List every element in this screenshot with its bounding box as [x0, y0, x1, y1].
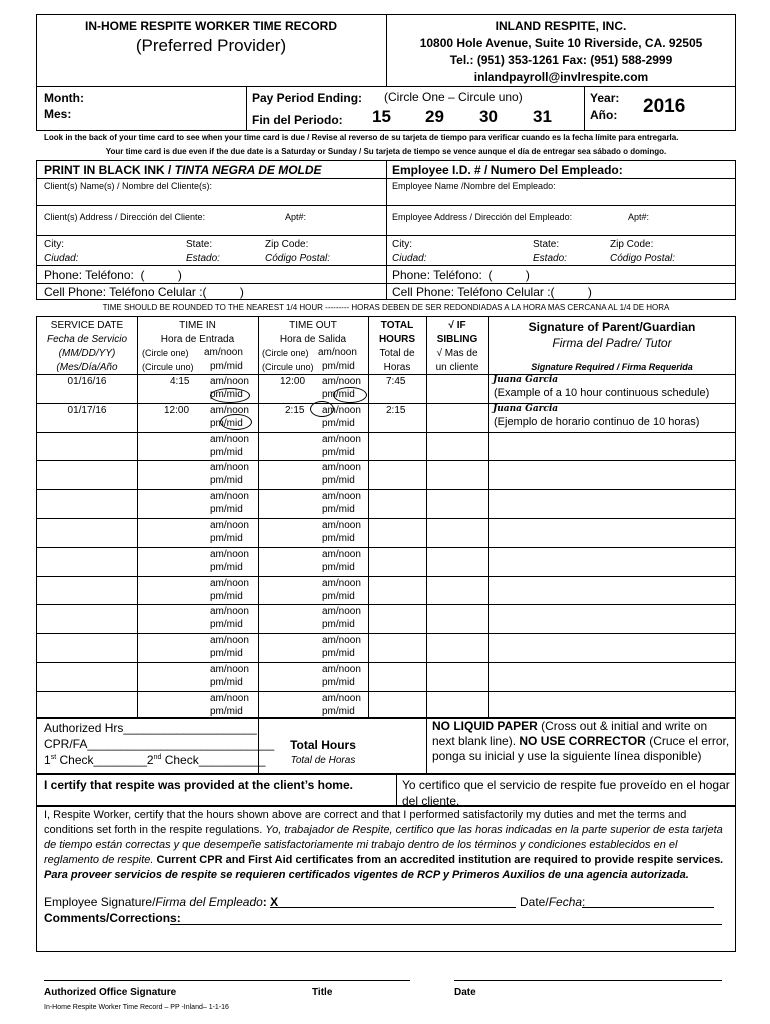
row-out-am[interactable]: am/noon: [322, 548, 361, 560]
day-30[interactable]: 30: [479, 107, 498, 126]
row-out-am[interactable]: am/noon: [322, 491, 361, 503]
col-time-in-circle: (Circle one): [142, 348, 189, 358]
employee-state-label-es: Estado:: [533, 253, 567, 264]
row-out-pm[interactable]: pm/mid: [322, 648, 355, 660]
row-out-pm[interactable]: pm/mid: [322, 619, 355, 631]
employee-city-label-es: Ciudad:: [392, 253, 427, 264]
day-31[interactable]: 31: [533, 107, 552, 126]
no-liquid-paper-note: NO LIQUID PAPER (Cross out & initial and write on next blank line). NO USE CORRECTOR (Cruce el error, ponga su inicial y use la siguiente línea disponible): [432, 719, 730, 763]
row-in-pm[interactable]: pm/mid: [210, 619, 243, 631]
row-in-am[interactable]: am/noon: [210, 548, 249, 560]
org-phone: Tel.: (951) 353-1261 Fax: (951) 588-2999: [449, 53, 673, 67]
row-out-pm[interactable]: pm/mid: [322, 590, 355, 602]
row-in-am[interactable]: am/noon: [210, 577, 249, 589]
org-address: 10800 Hole Avenue, Suite 10 Riverside, CA. 92505: [419, 36, 703, 50]
employee-address-label: Employee Address / Dirección del Empleado:: [392, 212, 573, 222]
col-time-in-circule: (Circule uno): [142, 362, 194, 372]
table-row-divider: [36, 662, 736, 663]
due-note-2: Your time card is due even if the due date is a Saturday or Sunday / Su tarjeta de tiempo se vence aunque el día de entregar sea sábado o domingo.: [105, 147, 667, 156]
row-out-am[interactable]: am/noon: [322, 520, 361, 531]
col-signature: Signature of Parent/Guardian Firma del Padre/ Tutor: [528, 320, 696, 350]
row-signature[interactable]: Juana Garcia: [493, 375, 559, 385]
row-out-pm[interactable]: pm/mid: [322, 446, 355, 458]
row-time-out[interactable]: 2:15: [285, 404, 305, 416]
row-out-pm[interactable]: pm/mid: [322, 677, 355, 688]
client-state-label-es: Estado:: [186, 253, 220, 264]
employee-id-label: Employee I.D. # / Numero Del Empleado:: [392, 163, 623, 177]
col-time-in-pm: pm/mid: [210, 361, 243, 372]
row-date[interactable]: 01/17/16: [67, 404, 107, 416]
table-row-divider: [36, 547, 736, 548]
col-time-out-circule: (Circule uno): [262, 362, 314, 372]
col-time-in-am: am/noon: [204, 347, 243, 358]
org-email: inlandpayroll@invlrespite.com: [473, 70, 649, 84]
authorized-office-signature[interactable]: Authorized Office Signature: [44, 987, 177, 998]
row-signature[interactable]: Juana Garcia: [493, 403, 559, 414]
circle-row2-out-am: [310, 401, 334, 417]
row-out-pm[interactable]: pm/mid: [322, 417, 355, 429]
employee-city-label: City:: [392, 239, 412, 250]
row-in-pm[interactable]: pm/mid: [210, 648, 243, 660]
month-label: Month:: [44, 91, 84, 105]
employee-name-label: Employee Name /Nombre del Empleado:: [392, 181, 556, 191]
table-row-divider: [36, 489, 736, 490]
row-in-pm[interactable]: pm/mid: [210, 417, 243, 429]
row-out-am[interactable]: am/noon: [322, 692, 361, 704]
row-in-pm[interactable]: pm/mid: [210, 590, 243, 602]
row-date[interactable]: 01/16/16: [67, 376, 107, 387]
pay-period-label: Pay Period Ending:: [252, 91, 363, 105]
row-note: (Example of a 10 hour continuous schedule): [494, 387, 710, 399]
employee-apt-label: Apt#:: [628, 212, 650, 222]
year-value[interactable]: 2016: [643, 96, 686, 117]
table-row-divider: [36, 691, 736, 692]
row-in-am[interactable]: am/noon: [210, 520, 249, 531]
employee-signature-line[interactable]: Employee Signature/Firma del Empleado: X: [44, 895, 279, 909]
row-out-am[interactable]: am/noon: [322, 606, 361, 618]
row-out-am[interactable]: am/noon: [322, 664, 361, 675]
row-out-pm[interactable]: pm/mid: [322, 533, 355, 544]
col-service-date: SERVICE DATE Fecha de Servicio (MM/DD/YY) (Mes/Día/Año: [46, 320, 128, 373]
footer-title[interactable]: Title: [312, 987, 333, 998]
signature-required: Signature Required / Firma Requerida: [531, 362, 693, 372]
client-city-label-es: Ciudad:: [44, 253, 79, 264]
row-in-am[interactable]: am/noon: [210, 404, 249, 416]
row-in-am[interactable]: am/noon: [210, 433, 249, 445]
employee-zip-label: Zip Code:: [610, 239, 654, 250]
month-label-es: Mes:: [44, 107, 72, 121]
declaration-text: I, Respite Worker, certify that the hours shown above are correct and that I performed satisfactorily my duties and met the terms and conditions set forth in the respite regulations. Yo, trabajador de Respite, certifico que las horas indicadas en la parte superior de esta tarjeta de tiempo están correctas y que desempeñe satisfactoriamente mi trabajo dentro de los términos y condiciones establecidos en el reglamento de respite. Current CPR and First Aid certificates from an accredited institution are required to provide respite services. Para proveer servicios de respite se requieren certificados vigentes de RCP y Primeros Auxilios de una agencia autorizada.: [44, 809, 724, 881]
col-sibling: √ IF SIBLING √ Mas de un cliente: [435, 320, 479, 373]
col-time-out-am: am/noon: [318, 347, 357, 358]
table-row-divider: [36, 460, 736, 461]
col-time-out: TIME OUT Hora de Salida: [279, 320, 347, 345]
client-zip-label-es: Código Postal:: [265, 253, 331, 264]
row-out-am[interactable]: am/noon: [322, 635, 361, 647]
row-total[interactable]: 7:45: [386, 376, 406, 387]
row-in-am[interactable]: am/noon: [210, 462, 249, 474]
client-state-label: State:: [186, 239, 213, 250]
table-row-divider: [36, 576, 736, 577]
certify-es: Yo certifico que el servicio de respite fue proveído en el hogar del cliente.: [402, 778, 730, 808]
row-note: (Ejemplo de horario continuo de 10 horas): [494, 415, 700, 428]
row-out-am[interactable]: am/noon: [322, 376, 361, 387]
year-label-es: Año:: [590, 108, 618, 122]
client-cell-label: Cell Phone: Teléfono Celular :( ): [44, 285, 244, 299]
client-city-label: City:: [44, 239, 64, 250]
rounding-note: TIME SHOULD BE ROUNDED TO THE NEAREST 1/4 HOUR --------- HORAS DEBEN DE SER REDONDIADAS A LA HORA MAS CERCANA AL 1/4 DE HORA: [102, 303, 670, 312]
row-time-out[interactable]: 12:00: [280, 376, 306, 387]
employee-phone-label: Phone: Teléfono: ( ): [392, 268, 530, 282]
row-in-am[interactable]: am/noon: [210, 692, 249, 704]
row-in-pm[interactable]: pm/mid: [210, 446, 243, 458]
col-time-in: TIME IN Hora de Entrada: [160, 320, 235, 345]
row-in-pm[interactable]: pm/mid: [210, 504, 243, 516]
row-total[interactable]: 2:15: [386, 404, 406, 416]
print-black-ink: PRINT IN BLACK INK / TINTA NEGRA DE MOLDE: [44, 163, 322, 177]
due-note-1: Look in the back of your time card to see when your time card is due / Revise al reverso de su tarjeta de tiempo para verificar cuando es la fecha límite para entregarla.: [44, 133, 679, 142]
total-hours-label: Total Hours: [290, 738, 356, 752]
fin-periodo-label: Fin del Periodo:: [252, 113, 343, 127]
row-in-pm[interactable]: pm/mid: [210, 475, 243, 487]
date-label[interactable]: Date/Fecha:: [520, 895, 586, 909]
row-in-am[interactable]: am/noon: [210, 664, 249, 675]
row-out-pm[interactable]: pm/mid: [322, 475, 355, 487]
circle-one-label: (Circle One – Circule uno): [384, 90, 523, 104]
row-out-pm[interactable]: pm/mid: [322, 561, 355, 573]
employee-state-label: State:: [533, 239, 560, 250]
row-out-pm[interactable]: pm/mid: [322, 504, 355, 516]
doc-id: In-Home Respite Worker Time Record – PP -Inland– 1-1-16: [44, 1004, 229, 1011]
day-15[interactable]: 15: [372, 107, 391, 126]
circle-row1-in-pm: [210, 388, 250, 403]
client-address-label: Client(s) Address / Dirección del Cliente:: [44, 212, 206, 222]
client-apt-label: Apt#:: [285, 212, 307, 222]
row-out-am[interactable]: am/noon: [322, 404, 361, 416]
row-in-am[interactable]: am/noon: [210, 606, 249, 618]
org-name: INLAND RESPITE, INC.: [495, 19, 627, 33]
circle-row2-in-mid: [220, 414, 252, 430]
day-29[interactable]: 29: [425, 107, 444, 126]
row-time-in[interactable]: 4:15: [170, 376, 190, 387]
authorized-hrs[interactable]: Authorized Hrs____________________: [44, 721, 257, 735]
col-time-out-pm: pm/mid: [322, 361, 355, 372]
table-row-divider: [36, 518, 736, 519]
circle-row1-out-mid: [333, 387, 367, 403]
client-zip-label: Zip Code:: [265, 239, 309, 250]
row-out-am[interactable]: am/noon: [322, 462, 361, 474]
client-phone-label: Phone: Teléfono: ( ): [44, 268, 182, 282]
row-out-pm[interactable]: pm/mid: [322, 389, 355, 400]
row-in-pm[interactable]: pm/mid: [210, 533, 243, 544]
form-title: IN-HOME RESPITE WORKER TIME RECORD: [84, 19, 337, 33]
comments-label[interactable]: Comments/Corrections:: [44, 911, 181, 925]
total-horas-label: Total de Horas: [290, 755, 356, 766]
row-in-am[interactable]: am/noon: [210, 491, 249, 503]
table-row-divider: [36, 403, 736, 404]
certify-en: I certify that respite was provided at the client’s home.: [44, 778, 353, 792]
row-out-am[interactable]: am/noon: [322, 433, 361, 445]
form-subtitle: (Preferred Provider): [135, 36, 287, 55]
table-row-divider: [36, 604, 736, 605]
row-out-am[interactable]: am/noon: [322, 577, 361, 589]
row-in-pm[interactable]: pm/mid: [210, 705, 243, 717]
footer-date[interactable]: Date: [454, 987, 476, 998]
employee-zip-label-es: Código Postal:: [610, 253, 676, 264]
row-in-am[interactable]: am/noon: [210, 376, 249, 387]
table-row-divider: [36, 432, 736, 433]
row-out-pm[interactable]: pm/mid: [322, 705, 355, 717]
client-names-label: Client(s) Name(s) / Nombre del Cliente(s):: [44, 181, 213, 191]
cpr-fa[interactable]: CPR/FA____________________________: [44, 737, 275, 751]
table-row-divider: [36, 633, 736, 634]
row-in-pm[interactable]: pm/mid: [210, 561, 243, 573]
row-time-in[interactable]: 12:00: [164, 404, 190, 416]
row-in-am[interactable]: am/noon: [210, 635, 249, 647]
col-total-hours: TOTAL HOURS Total de Horas: [378, 320, 416, 373]
year-label: Year:: [590, 91, 620, 105]
row-in-pm[interactable]: pm/mid: [210, 677, 243, 688]
employee-cell-label: Cell Phone: Teléfono Celular :( ): [392, 285, 592, 299]
col-time-out-circle: (Circle one): [262, 348, 309, 358]
check-line[interactable]: 1st Check________2nd Check__________: [44, 753, 266, 767]
row-in-pm[interactable]: pm/mid: [210, 389, 243, 400]
